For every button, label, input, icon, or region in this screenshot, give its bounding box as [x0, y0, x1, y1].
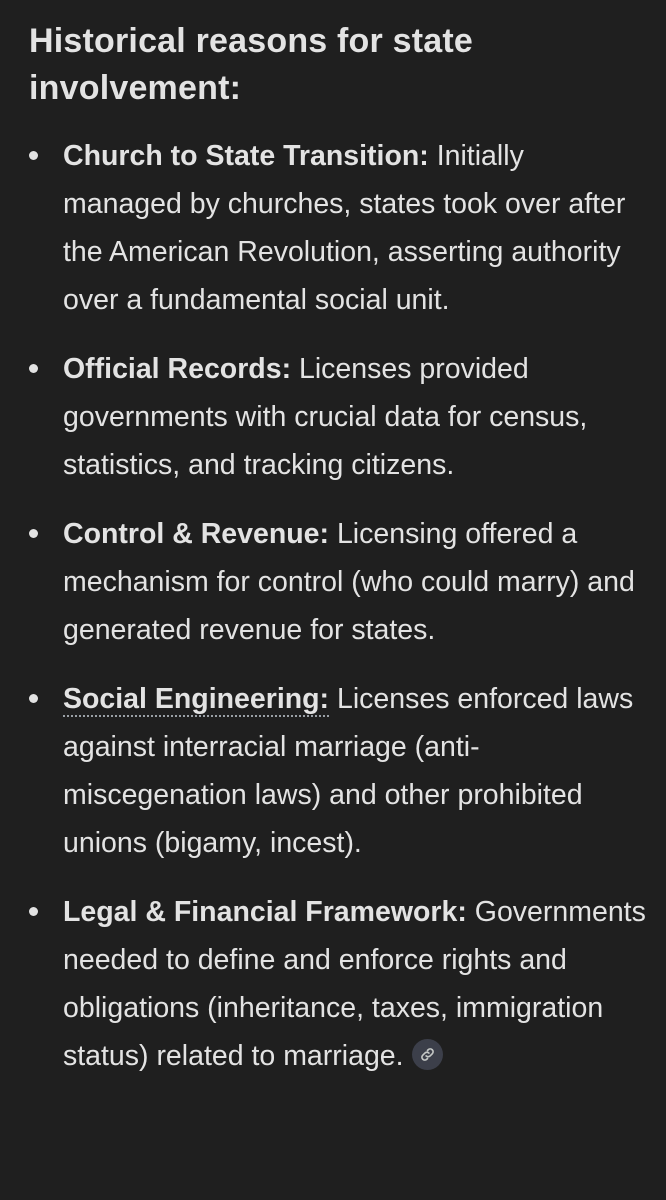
item-term-highlighted[interactable]: Social Engineering: — [63, 683, 330, 715]
item-term: Control & Revenue: — [63, 518, 330, 550]
item-text: Licenses provided governments with crucial data for census, statistics, and tracking citizens. — [63, 353, 588, 481]
bullet-icon — [29, 694, 38, 703]
response-content — [29, 18, 649, 1101]
bullet-icon — [29, 151, 38, 160]
reasons-list — [29, 132, 649, 1080]
list-item — [29, 675, 649, 867]
item-term: Legal & Financial Framework: — [63, 896, 467, 928]
bullet-icon — [29, 364, 38, 373]
item-text: Initially managed by churches, states took over after the American Revolution, asserting authority over a fundamental social unit. — [63, 140, 626, 316]
item-text: Governments needed to define and enforce rights and obligations (inheritance, taxes, immigration status) related to marriage. — [63, 896, 646, 1072]
section-heading: Historical reasons for state involvement: — [29, 22, 473, 107]
item-text: Licensing offered a mechanism for control (who could marry) and generated revenue for states. — [63, 518, 635, 646]
item-text: Licenses enforced laws against interracial marriage (anti-miscegenation laws) and other prohibited unions (bigamy, incest). — [63, 683, 634, 859]
item-term: Church to State Transition: — [63, 140, 429, 172]
bullet-icon — [29, 907, 38, 916]
link-icon — [419, 1046, 436, 1063]
list-item — [29, 345, 649, 489]
list-item — [29, 510, 649, 654]
list-item — [29, 132, 649, 324]
list-item — [29, 888, 649, 1080]
bullet-icon — [29, 529, 38, 538]
source-link-button[interactable] — [412, 1039, 443, 1070]
item-term: Official Records: — [63, 353, 292, 385]
